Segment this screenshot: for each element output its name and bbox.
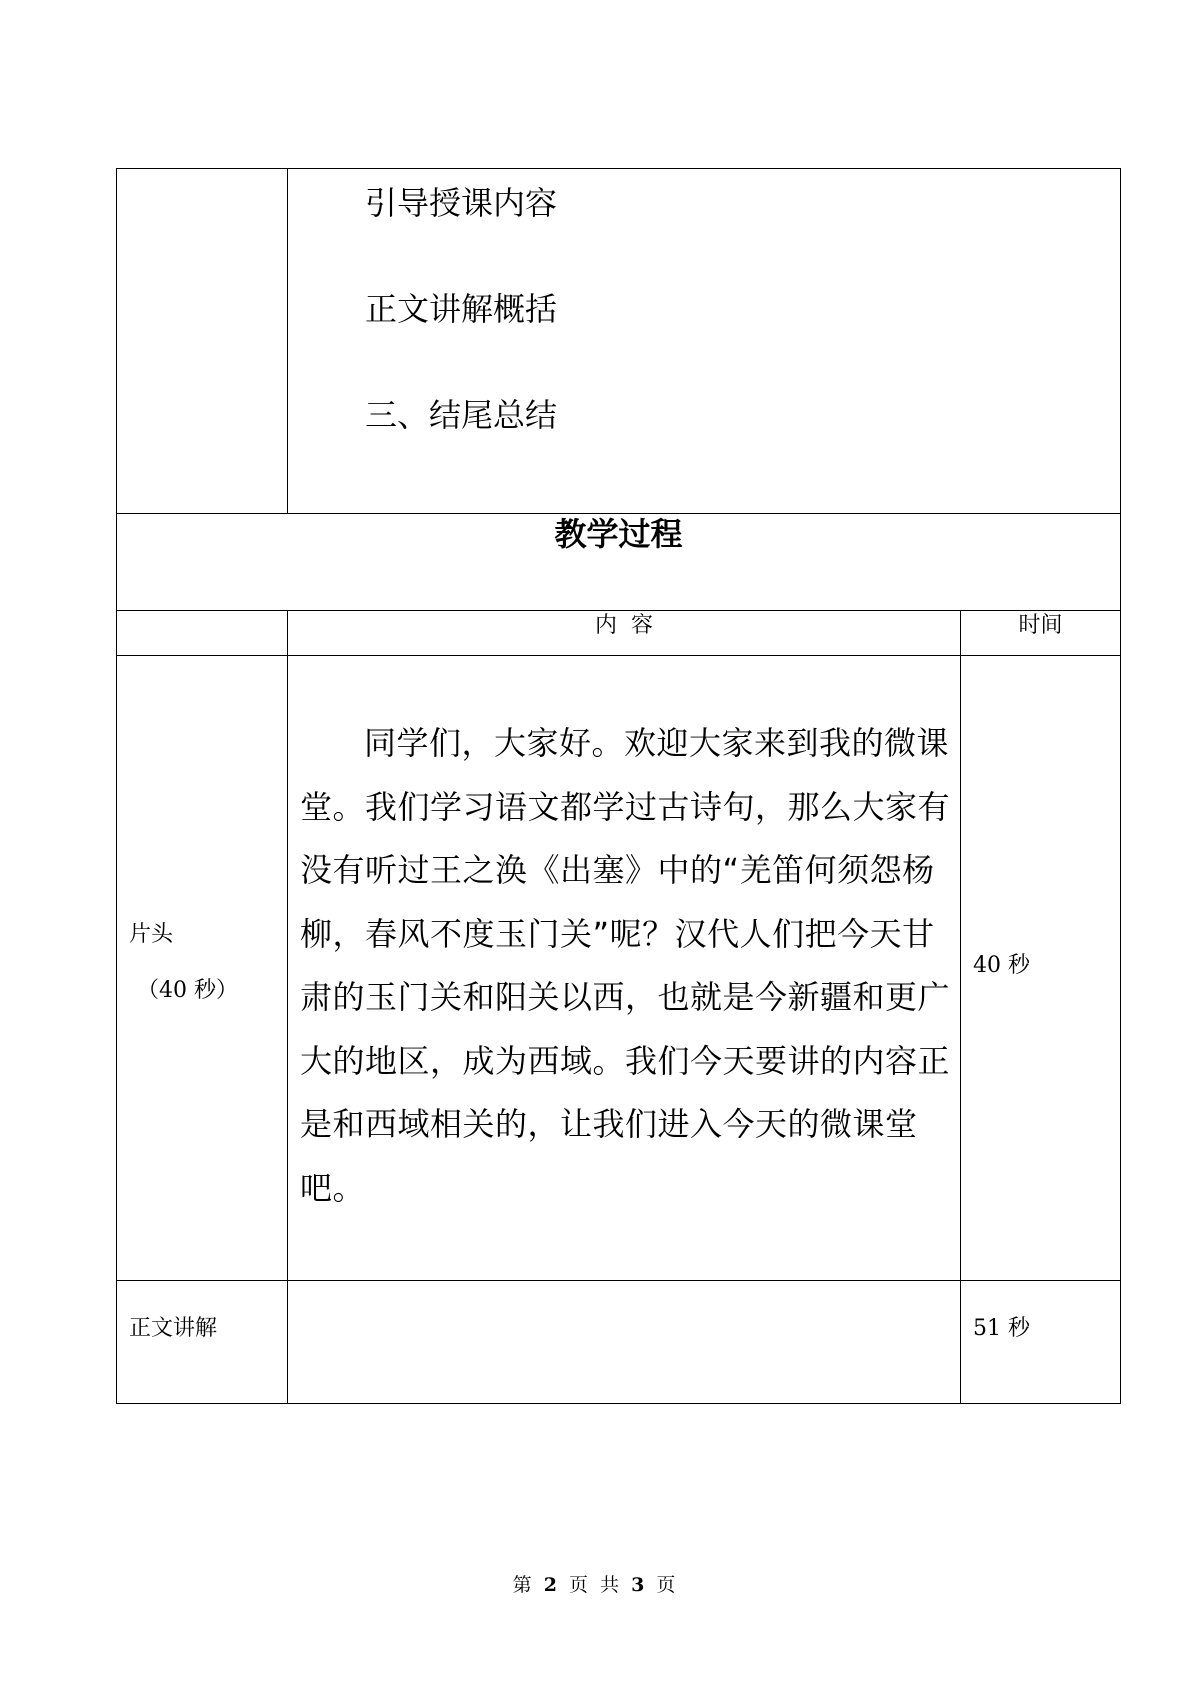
page-footer — [0, 1570, 1191, 1597]
footer-prefix: 第 — [512, 1574, 535, 1596]
row-time-cell — [961, 1281, 1121, 1404]
table-row — [117, 656, 1121, 1281]
outline-item: 三、结尾总结 — [365, 396, 558, 434]
footer-mid: 页 共 — [568, 1574, 623, 1596]
footer-total-pages: 3 — [631, 1574, 648, 1596]
header-empty-cell — [117, 611, 288, 656]
outline-item: 引导授课内容 — [365, 184, 558, 222]
row-label: 正文讲解 — [129, 1316, 218, 1341]
row-content-cell — [288, 656, 961, 1281]
section-title-row — [117, 514, 1121, 611]
outline-cell — [288, 169, 1121, 514]
row-time-cell — [961, 656, 1121, 1281]
footer-suffix: 页 — [656, 1574, 679, 1596]
outline-row — [117, 169, 1121, 514]
outline-empty-cell — [117, 169, 288, 514]
header-content: 内 容 — [288, 611, 961, 656]
section-title: 教学过程 — [117, 514, 1121, 611]
row-label-cell — [117, 1281, 288, 1404]
row-time: 51 秒 — [973, 1316, 1030, 1341]
row-label: 片头 — [129, 922, 174, 947]
footer-page-number: 2 — [543, 1574, 560, 1596]
table-row — [117, 1281, 1121, 1404]
outline-item: 正文讲解概括 — [365, 290, 558, 328]
header-time: 时间 — [961, 611, 1121, 656]
row-content-cell — [288, 1281, 961, 1404]
row-sublabel: （40 秒） — [137, 978, 238, 1003]
row-content: 同学们，大家好。欢迎大家来到我的微课堂。我们学习语文都学过古诗句，那么大家有没有听过王之涣《出塞》中的“羌笛何须怨杨柳，春风不度玉门关”呢？汉代人们把今天甘肃的玉门关和阳关以西，也就是今新疆和更广大的地区，成为西域。我们今天要讲的内容正是和西域相关的，让我们进入今天的微课堂吧。 — [300, 724, 951, 1207]
row-label-cell — [117, 656, 288, 1281]
lesson-plan-table — [116, 168, 1121, 1404]
row-time: 40 秒 — [973, 953, 1030, 978]
header-row — [117, 611, 1121, 656]
